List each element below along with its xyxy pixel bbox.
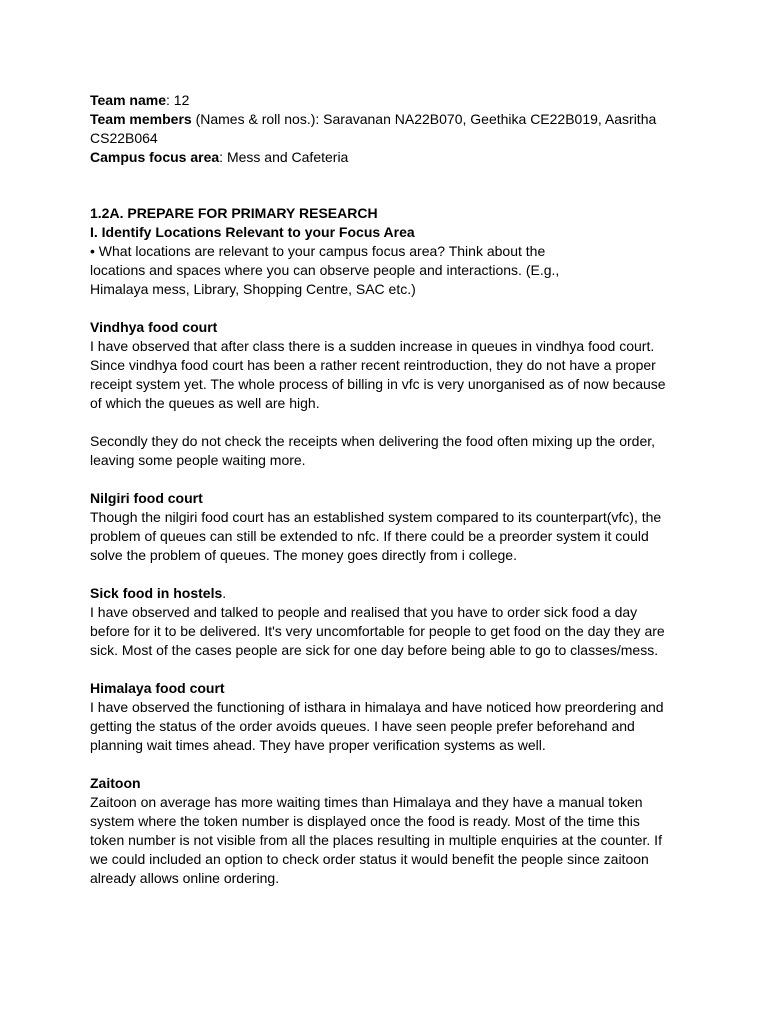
location-heading-text: Himalaya food court — [90, 680, 225, 696]
location-paragraph: Though the nilgiri food court has an established system compared to its counterpart(vfc), the problem of queues can still be extended to nfc. If there could be a preorder system it could solve the problem of queues. The money goes directly from i college. — [90, 509, 662, 563]
location-heading — [90, 489, 678, 508]
location-vindhya — [90, 318, 678, 470]
location-paragraph: Zaitoon on average has more waiting times than Himalaya and they have a manual token system where the token number is displayed once the food is ready. Most of the time this token number is not visible from all the places resulting in multiple enquiries at the counter. If we could included an option to check order status it would benefit the people since zaitoon already allows online ordering. — [90, 794, 662, 886]
location-zaitoon — [90, 774, 678, 888]
section-subtitle: I. Identify Locations Relevant to your Focus Area — [90, 224, 415, 240]
team-name-line — [90, 91, 678, 110]
primary-research-section — [90, 204, 678, 299]
location-heading — [90, 774, 678, 793]
location-nilgiri — [90, 489, 678, 565]
focus-area-label: Campus focus area — [90, 149, 220, 165]
team-info — [90, 91, 678, 167]
location-heading-text: Vindhya food court — [90, 319, 218, 335]
location-heading-text: Zaitoon — [90, 775, 141, 791]
team-name-value: : 12 — [166, 92, 190, 108]
location-paragraph: I have observed and talked to people and realised that you have to order sick food a day before for it to be delivered. It's very uncomfortable for people to get food on the day they are sick. Most of the cases people are sick for one day before being able to go to classes/mess. — [90, 604, 665, 658]
location-himalaya — [90, 679, 678, 755]
team-name-label: Team name — [90, 92, 166, 108]
focus-area-value: : Mess and Cafeteria — [219, 149, 349, 165]
team-members-label: Team members — [90, 111, 192, 127]
location-heading — [90, 584, 678, 603]
team-members-value: (Names & roll nos.): Saravanan NA22B070, Geethika CE22B019, Aasritha CS22B064 — [90, 111, 657, 146]
section-prompt: • What locations are relevant to your campus focus area? Think about the locations and spaces where you can observe people and interactions. (E.g., Himalaya mess, Library, Shopping Centre, SAC etc.) — [90, 243, 560, 297]
location-heading-text: Nilgiri food court — [90, 490, 203, 506]
location-sick-food — [90, 584, 678, 660]
team-members-line — [90, 110, 678, 148]
location-paragraph: I have observed the functioning of isthara in himalaya and have noticed how preordering and getting the status of the order avoids queues. I have seen people prefer beforehand and planning wait times ahead. They have proper verification systems as well. — [90, 699, 664, 753]
location-paragraph: I have observed that after class there is a sudden increase in queues in vindhya food court. Since vindhya food court has been a rather recent reintroduction, they do not have a proper receipt system yet. The whole process of billing in vfc is very unorganised as of now because of which the queues as well are high. — [90, 338, 666, 411]
location-heading-suffix: . — [222, 585, 227, 601]
section-title: 1.2A. PREPARE FOR PRIMARY RESEARCH — [90, 205, 378, 221]
location-heading — [90, 318, 678, 337]
location-heading — [90, 679, 678, 698]
location-heading-text: Sick food in hostels — [90, 585, 223, 601]
location-paragraph: Secondly they do not check the receipts when delivering the food often mixing up the order, leaving some people waiting more. — [90, 433, 656, 468]
focus-area-line — [90, 148, 678, 167]
